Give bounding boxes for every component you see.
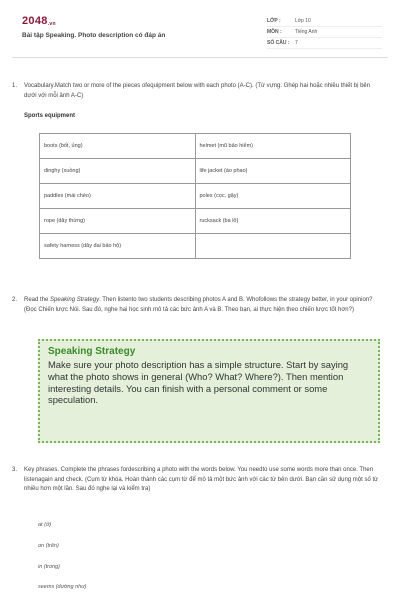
table-cell: helmet (mũ bảo hiểm) <box>195 134 351 159</box>
table-cell: rope (dây thừng) <box>40 209 196 234</box>
meta-key: SỐ CÂU : <box>267 40 290 46</box>
meta-row-class <box>267 16 382 27</box>
table-row <box>40 159 351 184</box>
question-text: Vocabulary.Match two or more of the pieces ofequipment below with each photo (A-C). (Từ vựng. Ghép hai hoặc nhiều thiết bị bên dưới với mỗi ảnh A-C) <box>24 83 371 99</box>
document-header <box>12 10 388 58</box>
meta-value: 7 <box>295 40 298 46</box>
question-number: 2. <box>12 297 18 303</box>
subheading: Sports equipment <box>24 113 76 119</box>
question-text: Key phrases. Complete the phrases fordescribing a photo with the words below. You needto use some words more than once. Then listenagain and check. (Cụm từ khóa. Hoàn thành các cụm từ để mô tả một bức ảnh với các từ bên dưới. Bạn cần sử dụng một số từ nhiều hơn một lần. Sau đó nghe lại và kiểm tra) <box>24 467 379 492</box>
strategy-title: Speaking Strategy <box>48 346 136 357</box>
text-fragment: . Then listento two students describing photos A and B. Whofollows the strategy better, in your opinion? (Đọc Chiến lược Nói. Sau đó, nghe hai học sinh mô tả các bức ảnh A và B. Theo bạn, ai thực hiện theo chiến lược tốt hơn?) <box>24 297 373 313</box>
site-logo[interactable] <box>22 15 56 27</box>
table-row <box>40 234 351 259</box>
table-row <box>40 134 351 159</box>
meta-info <box>267 16 382 49</box>
table-row <box>40 184 351 209</box>
question-number: 1. <box>12 83 18 89</box>
question-3 <box>12 466 380 495</box>
phrase-item: in (trong) <box>38 564 61 570</box>
table-cell: life jacket (áo phao) <box>195 159 351 184</box>
strategy-body: Make sure your photo description has a simple structure. Start by saying what the photo shows in general (Who? What? Where?). Then mention interesting details. You can finish with a personal comment or some speculation. <box>48 359 349 406</box>
phrase-item: seems (dường như) <box>38 584 87 590</box>
meta-value: Lớp 10 <box>295 18 311 24</box>
table-cell: paddles (mái chèo) <box>40 184 196 209</box>
table-cell: rucksack (ba lô) <box>195 209 351 234</box>
meta-value: Tiếng Anh <box>295 29 318 35</box>
table-row <box>40 209 351 234</box>
question-number: 3. <box>12 467 18 473</box>
meta-row-count <box>267 38 382 49</box>
meta-key: LỚP : <box>267 18 281 24</box>
question-1 <box>12 82 380 122</box>
question-text <box>24 296 380 315</box>
table-cell: safety harness (dây đai bảo hộ) <box>40 234 196 259</box>
text-fragment: Read the <box>24 297 51 303</box>
speaking-strategy-box <box>38 339 380 443</box>
logo-text: 2048 <box>22 15 48 27</box>
meta-row-subject <box>267 27 382 38</box>
document-title: Bài tập Speaking. Photo description có đáp án <box>22 32 166 39</box>
text-fragment-italic: Speaking Strategy <box>50 297 100 303</box>
table-cell: poles (cọc, gậy) <box>195 184 351 209</box>
phrase-item: on (trên) <box>38 543 59 549</box>
phrase-item: at (ở) <box>38 522 52 528</box>
table-cell: dinghy (xuồng) <box>40 159 196 184</box>
table-cell <box>195 234 351 259</box>
meta-key: MÔN : <box>267 29 282 35</box>
logo-suffix: .vn <box>47 21 56 27</box>
table-cell: boots (bốt, ủng) <box>40 134 196 159</box>
question-2 <box>12 296 380 315</box>
equipment-table <box>39 133 351 259</box>
